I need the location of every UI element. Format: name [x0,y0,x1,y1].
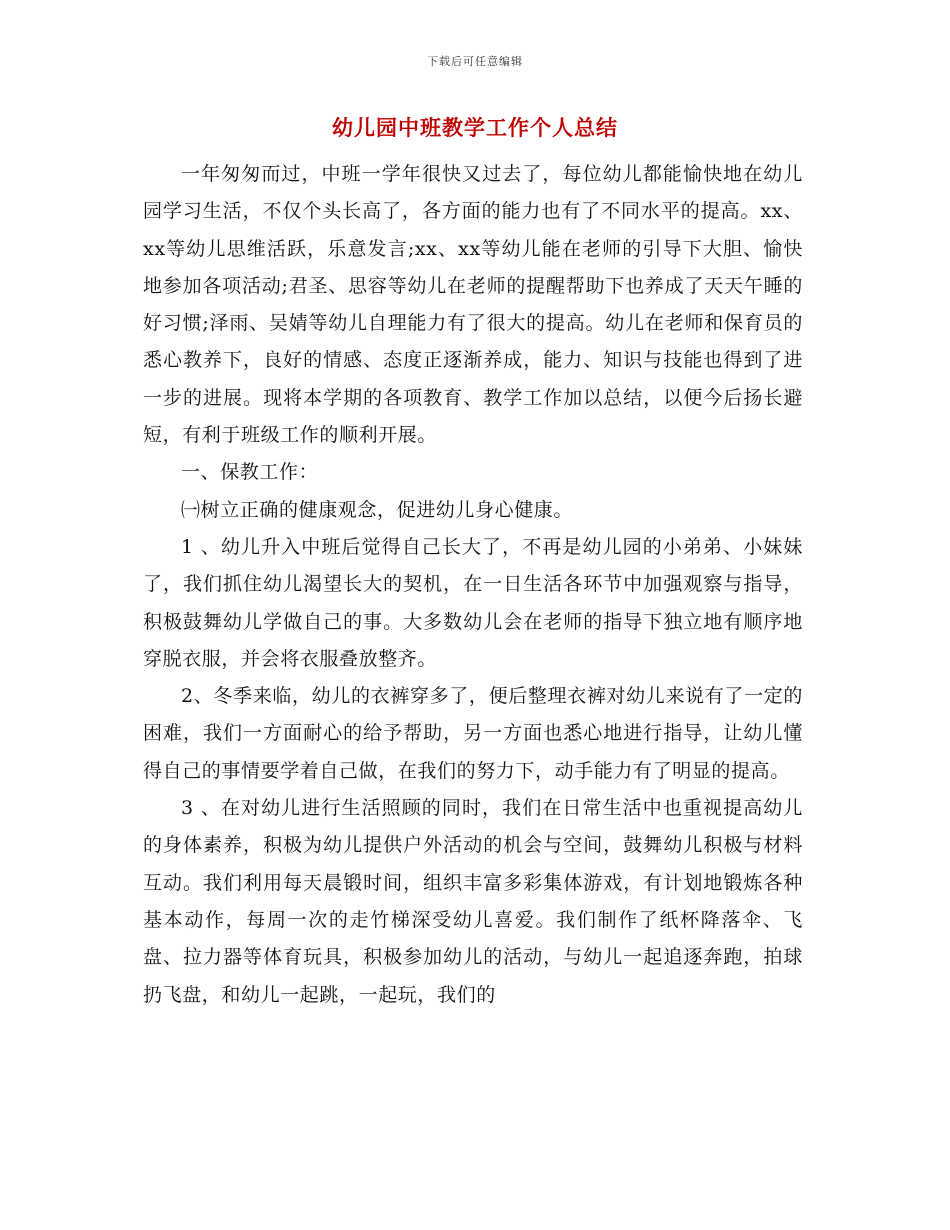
document-body [143,156,803,1014]
header-note: 下载后可任意编辑 [427,55,523,68]
section-heading-care-work: 一、保教工作： [181,461,319,484]
subsection-heading-health: ㈠树立正确的健康观念，促进幼儿身心健康。 [181,498,574,521]
paragraph-intro: 一年匆匆而过，中班一学年很快又过去了，每位幼儿都能愉快地在幼儿园学习生活，不仅个头长高了，各方面的能力也有了不同水平的提高。xx、xx等幼儿思维活跃，乐意发言;xx、xx等幼儿能在老师的引导下大胆、愉快地参加各项活动;君圣、思容等幼儿在老师的提醒帮助下也养成了天天午睡的好习惯;泽雨、吴婧等幼儿自理能力有了很大的提高。幼儿在老师和保育员的悉心教养下，良好的情感、态度正逐渐养成，能力、知识与技能也得到了进一步的进展。现将本学期的各项教育、教学工作加以总结，以便今后扬长避短，有利于班级工作的顺利开展。 [143,163,803,447]
paragraph-item-1: 1 、幼儿升入中班后觉得自己长大了，不再是幼儿园的小弟弟、小妹妹了，我们抓住幼儿渴望长大的契机，在一日生活各环节中加强观察与指导，积极鼓舞幼儿学做自己的事。大多数幼儿会在老师的指导下独立地有顺序地穿脱衣服，并会将衣服叠放整齐。 [143,535,803,670]
document-title: 幼儿园中班教学工作个人总结 [332,115,618,140]
paragraph-item-3: 3 、在对幼儿进行生活照顾的同时，我们在日常生活中也重视提高幼儿的身体素养，积极为幼儿提供户外活动的机会与空间，鼓舞幼儿积极与材料互动。我们利用每天晨锻时间，组织丰富多彩集体游戏，有计划地锻炼各种基本动作，每周一次的走竹梯深受幼儿喜爱。我们制作了纸杯降落伞、飞盘、拉力器等体育玩具，积极参加幼儿的活动，与幼儿一起追逐奔跑，拍球扔飞盘，和幼儿一起跳，一起玩，我们的 [143,797,803,1006]
paragraph-item-2: 2、冬季来临，幼儿的衣裤穿多了，便后整理衣裤对幼儿来说有了一定的困难，我们一方面耐心的给予帮助，另一方面也悉心地进行指导，让幼儿懂得自己的事情要学着自己做，在我们的努力下，动手能力有了明显的提高。 [143,685,803,782]
